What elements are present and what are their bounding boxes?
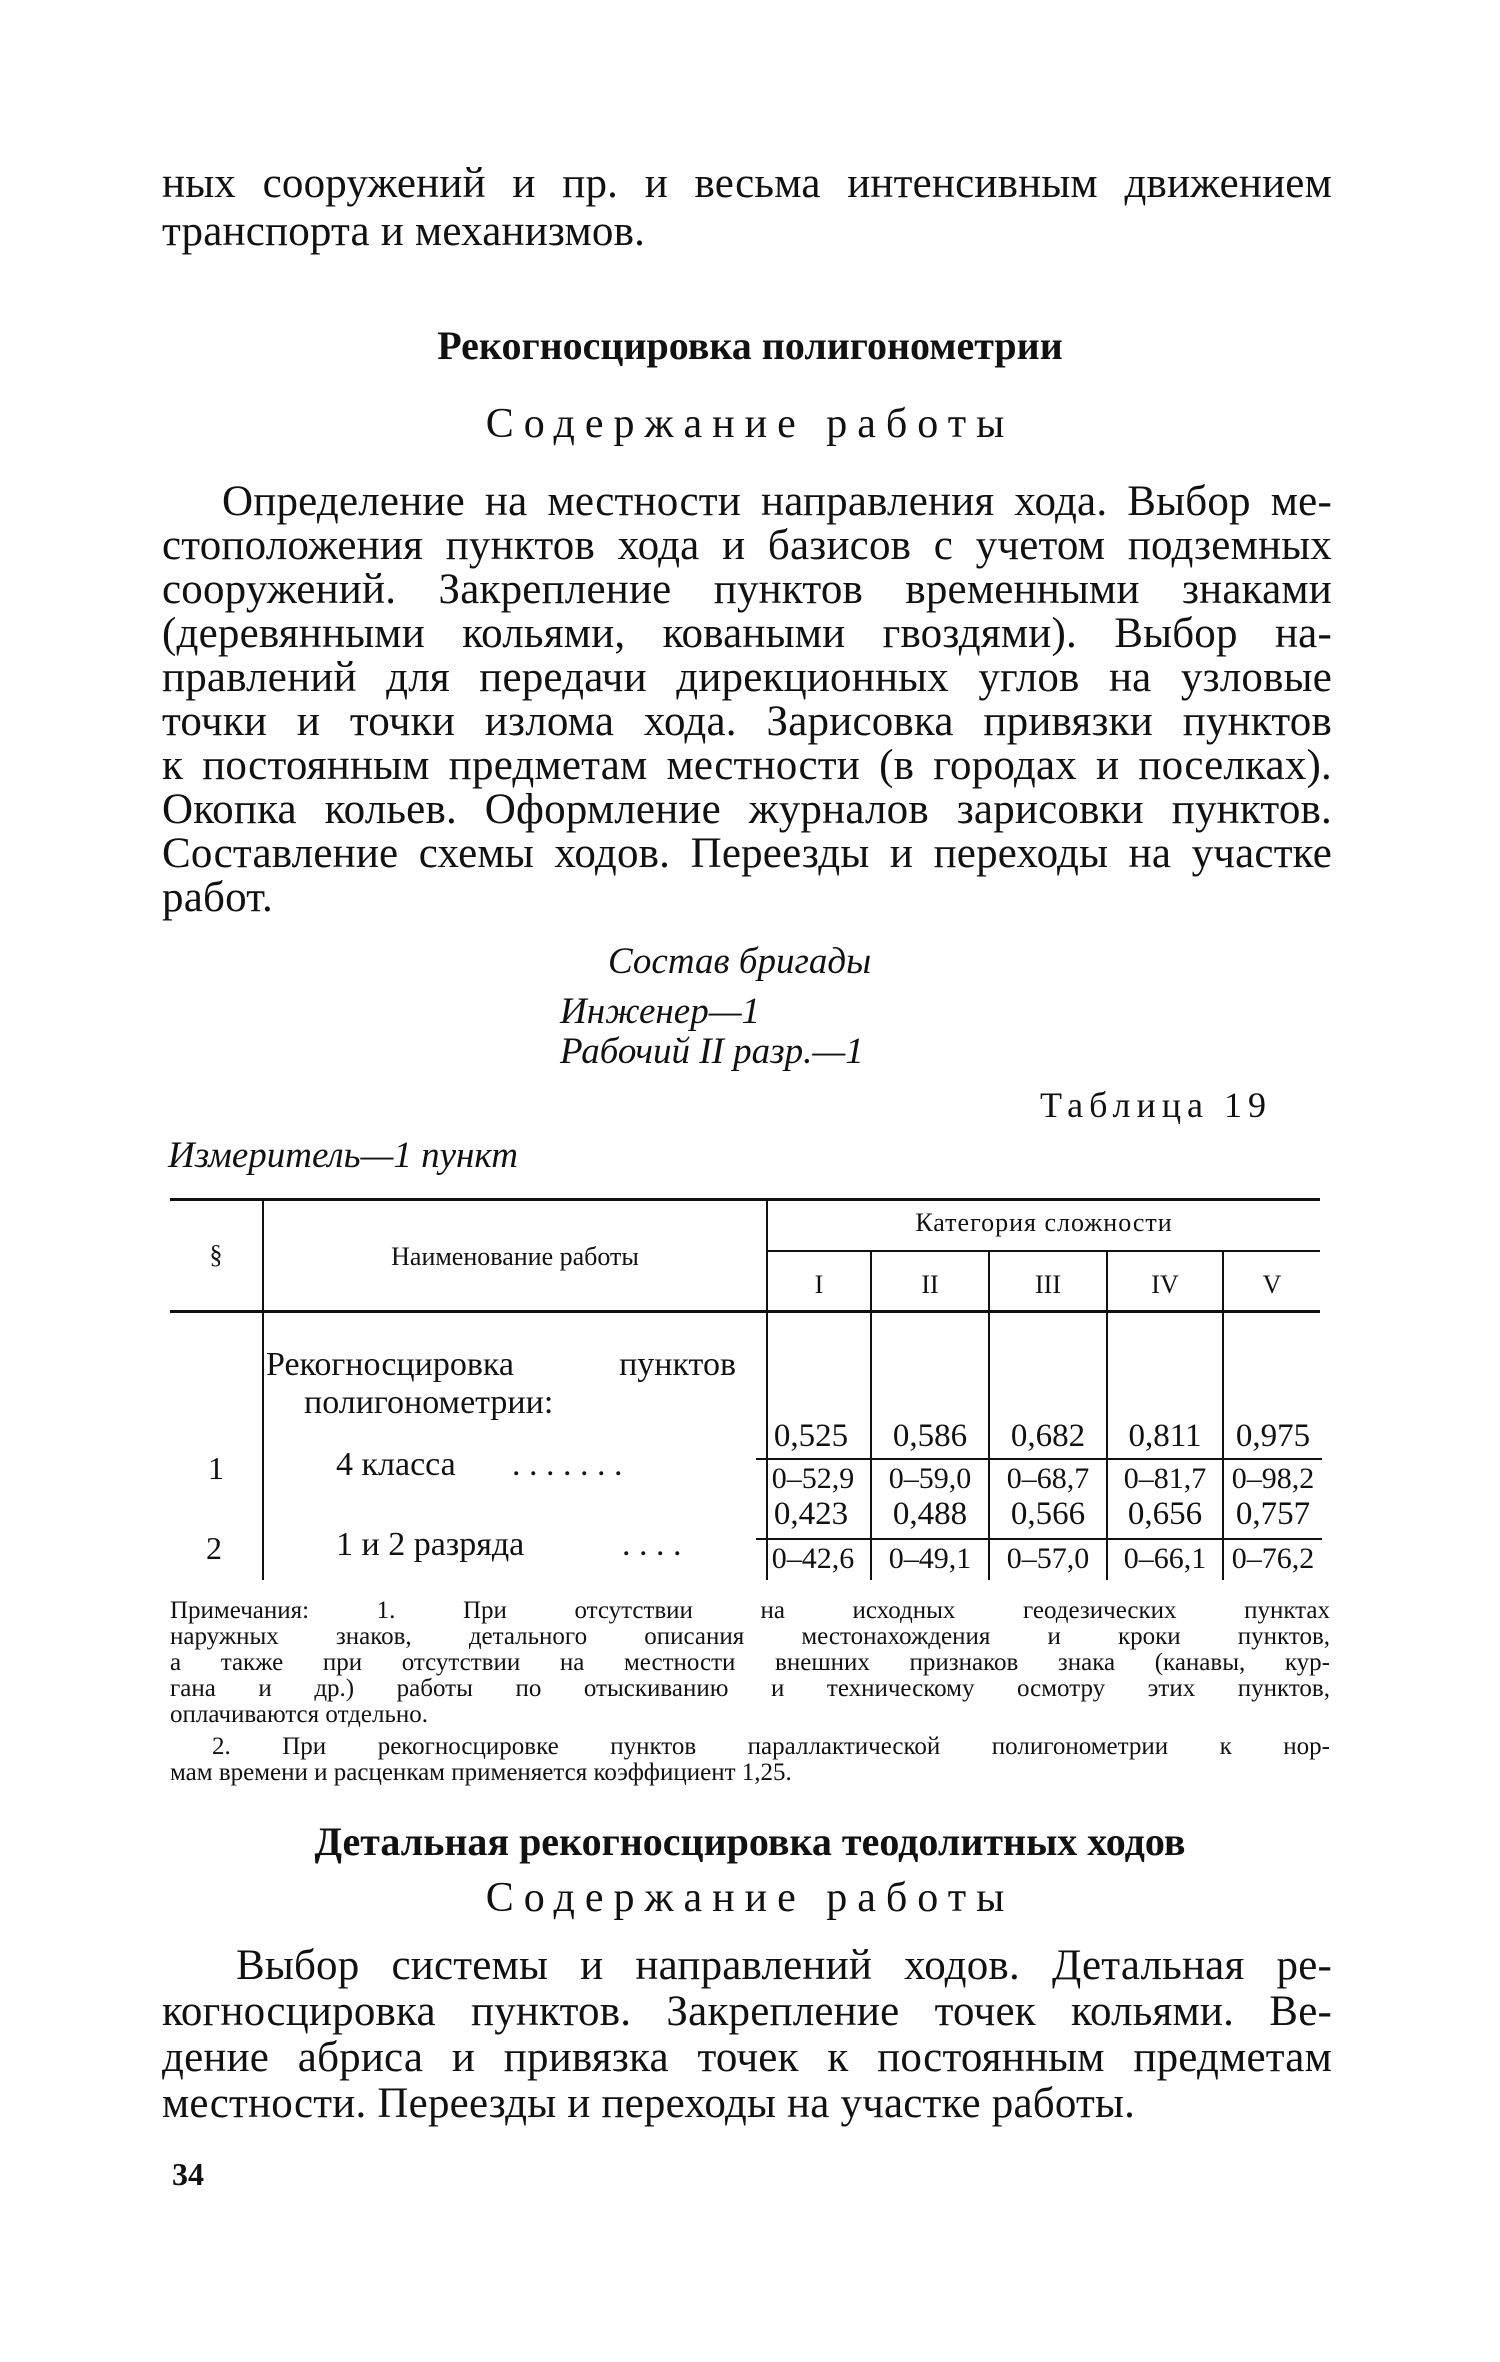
table-cell-price: 0–59,0 <box>888 1462 972 1495</box>
text-line: ных сооружений и пр. и весьма интенсивным движением <box>162 160 1332 207</box>
note-line: а также при отсутствии на местности внешних признаков знака (канавы, кур- <box>170 1649 1330 1676</box>
section-subheading: Содержание работы <box>485 401 1015 447</box>
row-name: 4 класса <box>336 1446 456 1483</box>
section-heading: Детальная рекогносцировка теодолитных ходов <box>314 1819 1186 1864</box>
col-header-group: Категория сложности <box>915 1208 1173 1237</box>
table-cell-value: 0,586 <box>892 1418 968 1454</box>
note-line: 2. При рекогносцировке пунктов параллактической полигонометрии к нор- <box>212 1733 1330 1760</box>
col-header-category: V <box>1262 1270 1282 1299</box>
table-cell-value: 0,488 <box>892 1496 968 1532</box>
table-top-rule <box>170 1198 1320 1201</box>
table-cell-value: 0,656 <box>1127 1496 1203 1532</box>
table-cell-value: 0,525 <box>773 1418 849 1454</box>
text-line: транспорта и механизмов. <box>162 208 646 255</box>
col-header-category: IV <box>1151 1270 1179 1299</box>
text-line: дение абриса и привязка точек к постоянным предметам <box>162 2034 1332 2081</box>
fraction-rule <box>756 1458 1322 1460</box>
col-header-category: II <box>921 1270 939 1299</box>
col-header-name: Наименование работы <box>391 1242 639 1271</box>
section-heading: Рекогносцировка полигонометрии <box>437 323 1063 368</box>
section-subheading: Содержание работы <box>485 1875 1015 1921</box>
table-group-title: полигонометрии: <box>304 1384 554 1421</box>
row-leader-dots: . . . . . . . <box>512 1446 623 1483</box>
crew-title: Состав бригады <box>608 941 872 982</box>
table-cell-price: 0–68,7 <box>1006 1462 1090 1495</box>
table-cell-value: 0,423 <box>773 1496 849 1532</box>
table-cell-value: 0,566 <box>1010 1496 1086 1532</box>
text-line: Выбор системы и направлений ходов. Детальная ре- <box>236 1942 1332 1989</box>
note-line: мам времени и расценкам применяется коэффициент 1,25. <box>170 1759 792 1786</box>
text-line: сооружений. Закрепление пунктов временными знаками <box>162 566 1332 613</box>
text-line: Окопка кольев. Оформление журналов зарисовки пунктов. <box>162 786 1332 833</box>
table-header-rule <box>170 1310 1320 1313</box>
table-cell-price: 0–52,9 <box>771 1462 855 1495</box>
row-number: 2 <box>206 1530 222 1566</box>
table-label: Таблица 19 <box>1040 1085 1272 1125</box>
row-leader-dots: . . . . <box>622 1526 682 1563</box>
table-cell-price: 0–42,6 <box>771 1542 855 1575</box>
crew-member: Рабочий II разр.—1 <box>560 1031 864 1072</box>
row-number: 1 <box>208 1450 224 1486</box>
table-cell-value: 0,811 <box>1128 1418 1202 1454</box>
row-name: 1 и 2 разряда <box>336 1526 525 1563</box>
meter-label: Измеритель—1 пункт <box>168 1135 518 1176</box>
crew-member: Инженер—1 <box>560 991 761 1032</box>
text-line: местности. Переезды и переходы на участке работы. <box>162 2080 1136 2127</box>
note-line: оплачиваются отдельно. <box>170 1701 428 1728</box>
text-line: стоположения пунктов хода и базисов с учетом подземных <box>162 522 1332 569</box>
note-line: наружных знаков, детального описания местонахождения и кроки пунктов, <box>170 1623 1330 1650</box>
text-line: Составление схемы ходов. Переезды и переходы на участке <box>162 830 1332 877</box>
table-cell-value: 0,975 <box>1235 1418 1311 1454</box>
table-group-title: Рекогносцировка пунктов <box>266 1346 736 1383</box>
table-group-rule <box>768 1250 1320 1252</box>
table-cell-price: 0–49,1 <box>888 1542 972 1575</box>
text-line: правлений для передачи дирекционных углов на узловые <box>162 654 1332 701</box>
text-line: (деревянными кольями, коваными гвоздями). Выбор на- <box>162 610 1332 657</box>
text-line: точки и точки излома хода. Зарисовка привязки пунктов <box>162 698 1332 745</box>
table-cell-price: 0–66,1 <box>1123 1542 1207 1575</box>
table-cell-price: 0–76,2 <box>1231 1542 1315 1575</box>
text-line: Определение на местности направления хода. Выбор ме- <box>222 478 1332 525</box>
table-cell-price: 0–57,0 <box>1006 1542 1090 1575</box>
note-line: Примечания: 1. При отсутствии на исходных геодезических пунктах <box>170 1597 1330 1624</box>
note-line: гана и др.) работы по отыскиванию и техническому осмотру этих пунктов, <box>170 1675 1330 1702</box>
fraction-rule <box>756 1538 1322 1540</box>
page-number: 34 <box>172 2156 204 2192</box>
table-cell-price: 0–81,7 <box>1123 1462 1207 1495</box>
text-line: когносцировка пунктов. Закрепление точек кольями. Ве- <box>162 1988 1332 2035</box>
text-line: к постоянным предметам местности (в городах и поселках). <box>162 742 1332 789</box>
text-line: работ. <box>162 874 273 921</box>
col-header-category: III <box>1035 1270 1061 1299</box>
table-cell-value: 0,757 <box>1235 1496 1311 1532</box>
table-cell-value: 0,682 <box>1010 1418 1086 1454</box>
col-header-category: I <box>814 1270 824 1299</box>
col-header-section: § <box>209 1240 223 1269</box>
table-cell-price: 0–98,2 <box>1231 1462 1315 1495</box>
